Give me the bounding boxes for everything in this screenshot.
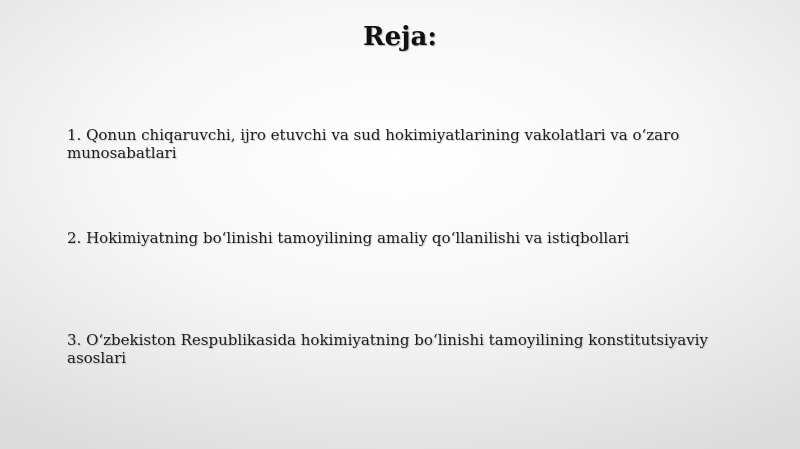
plan-item: 2. Hokimiyatning bo‘linishi tamoyilining amaliy qo‘llanilishi va istiqbollari: [67, 229, 630, 247]
slide-title: Reja:: [362, 22, 437, 52]
plan-item: 1. Qonun chiqaruvchi, ijro etuvchi va sud hokimiyatlarining vakolatlari va o‘zaro munosabatlari: [67, 126, 680, 162]
plan-item: 3. O‘zbekiston Respublikasida hokimiyatning bo‘linishi tamoyilining konstitutsiyaviy asoslari: [67, 331, 708, 367]
